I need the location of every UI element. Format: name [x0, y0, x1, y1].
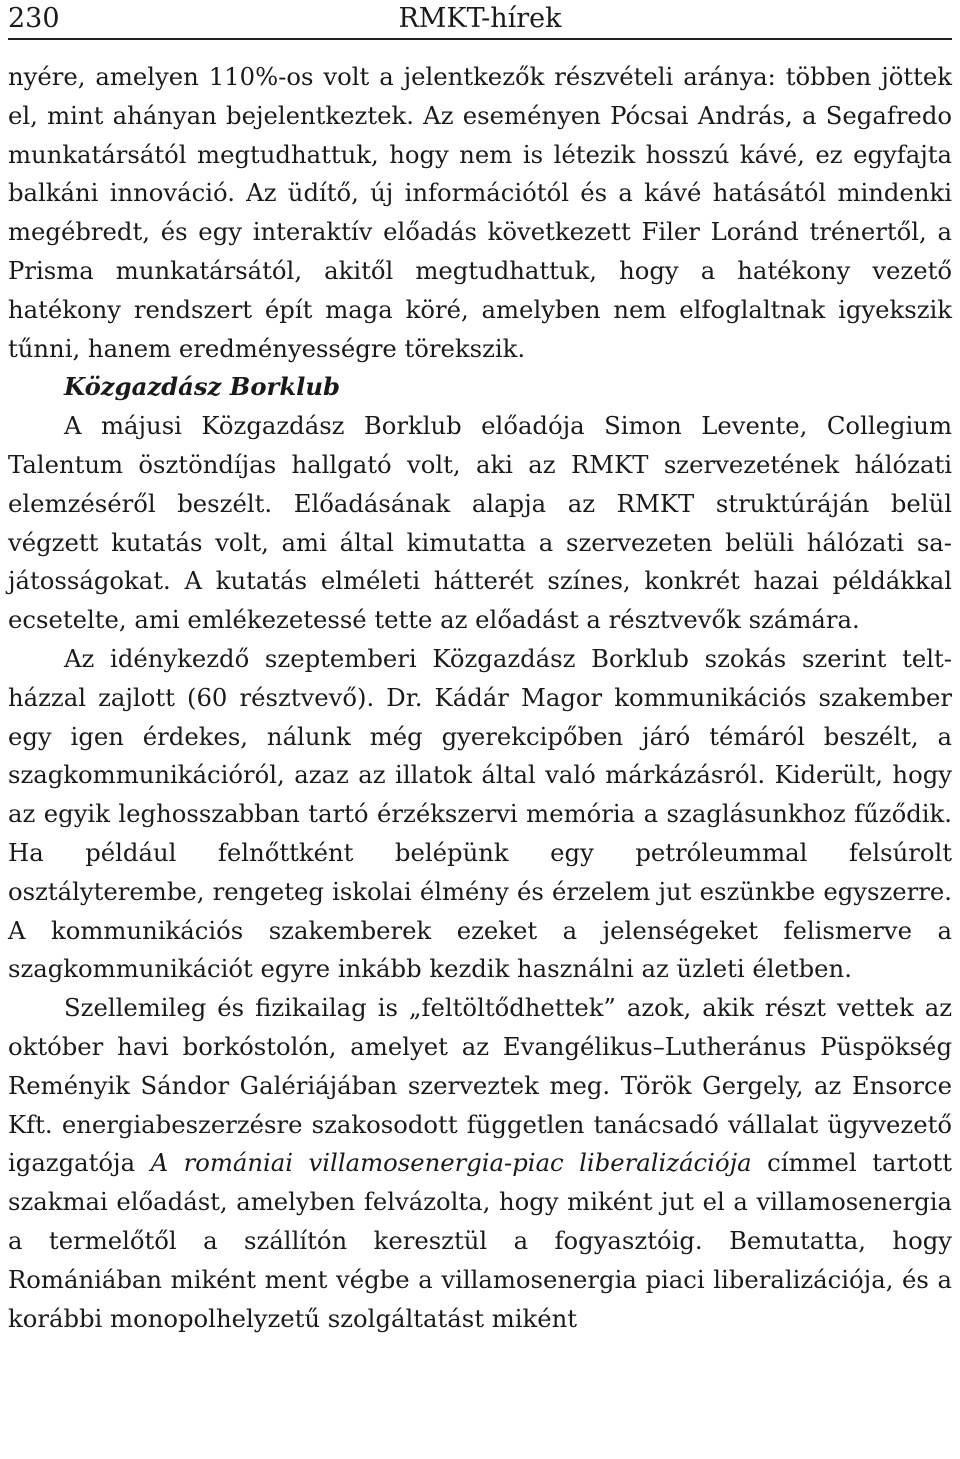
- paragraph-3: Az idénykezdő szeptemberi Közgazdász Borklub szokás szerint teltházzal zajlott (60 résztvevő). Dr. Kádár Magor kommunikációs szakember egy igen érdekes, nálunk még gyerekcipőben járó témáról beszélt, a szagkommunikációról, azaz az illatok által való márkázásról. Kiderült, hogy az egyik leghosszabban tartó érzékszervi memória a szaglásunkhoz fűződik. Ha például felnőttként belépünk egy petróleummal felsúrolt osztályterembe, rengeteg iskolai élmény és érzelem jut eszünkbe egyszerre. A kommunikációs szakemberek ezeket a jelenségeket felismerve a szagkommunikációt egyre inkább kezdik használni az üzleti életben.: [8, 643, 952, 984]
- section-heading: Közgazdász Borklub: [64, 372, 341, 402]
- lecture-title: A romániai villamosenergia-piac liberalizációja: [150, 1148, 752, 1178]
- page-number: 230: [8, 3, 60, 34]
- paragraph-4: [8, 989, 952, 1338]
- article-body: [8, 58, 952, 1338]
- running-title: RMKT-hírek: [398, 3, 562, 34]
- paragraph-1: nyére, amelyen 110%-os volt a jelentkezők részvételi aránya: többen jöttek el, mint ahányan bejelentkeztek. Az eseményen Pócsai András, a Segafredo munkatársától megtudhattuk, hogy nem is létezik hosszú kávé, ez egyfajta balkáni innováció. Az üdítő, új információtól és a kávé hatásától mindenki megébredt, és egy interaktív előadás következett Filer Loránd trénertől, a Prisma munkatársától, akitől megtudhattuk, hogy a hatékony vezető hatékony rendszert épít maga köré, amelyben nem elfoglaltnak igyekszik tűnni, hanem eredményességre törekszik.: [8, 62, 952, 363]
- page-header: [8, 0, 952, 40]
- paragraph-4-start: Szellemileg és fizikailag is „feltöltődhettek” azok, akik részt vettek az október havi borkóstolón, amelyet az Evangélikus–Lutheránus Püspökség Reményik Sándor Galériájában szerveztek meg. Török Gergely, az Ensorce Kft. energiabeszerzésre szakosodott független tanácsadó vállalat ügyvezető igazgatója: [8, 993, 952, 1178]
- paragraph-2: A májusi Közgazdász Borklub előadója Simon Levente, Collegium Talentum ösztöndíjas hallgató volt, aki az RMKT szervezetének hálózati elemzéséről beszélt. Előadásának alapja az RMKT struktúráján belül végzett kutatás volt, ami által kimutatta a szervezeten belüli hálózati sajátosságokat. A kutatás elméleti hátterét színes, konkrét hazai példákkal ecsetelte, ami emlékezetessé tette az előadást a résztvevők számára.: [8, 411, 952, 635]
- paragraph-4-end: címmel tartott szakmai előadást, amelyben felvázolta, hogy miként jut el a villamosenergia a termelőtől a szállítón keresztül a fogyasztóig. Bemutatta, hogy Romániában miként ment végbe a villamosenergia piaci liberalizációja, és a korábbi monopolhelyzetű szolgáltatást miként: [8, 1148, 952, 1333]
